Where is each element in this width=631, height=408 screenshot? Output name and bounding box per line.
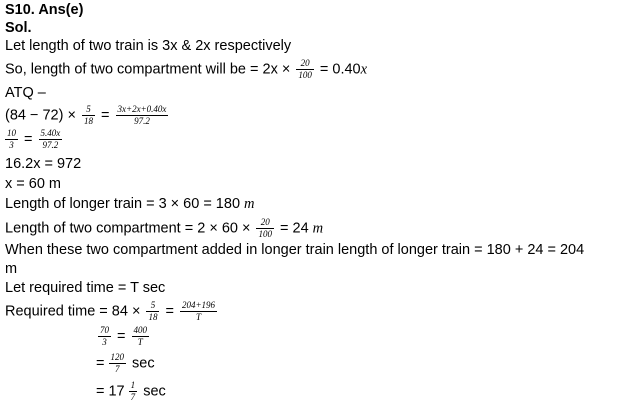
numerator: 5 (146, 300, 159, 312)
equals: = (101, 107, 110, 124)
fraction (180, 300, 217, 323)
fraction (129, 380, 138, 403)
denominator: 18 (148, 312, 158, 322)
unit: sec (143, 383, 166, 400)
line-let-length: Let length of two train is 3x & 2x respectively (5, 38, 292, 54)
line-let-time: Let required time = T sec (5, 280, 166, 296)
line-longer-train (5, 195, 255, 213)
line-two-compartment (5, 217, 323, 240)
atq-label: ATQ – (5, 85, 46, 101)
numerator: 20 (256, 217, 274, 229)
denominator: 3 (9, 140, 14, 150)
equals: = (165, 303, 174, 320)
line-required-time (5, 300, 219, 323)
fraction (98, 325, 111, 348)
denominator: T (137, 337, 143, 347)
numerator: 400 (133, 325, 148, 335)
denominator: 100 (298, 70, 312, 80)
denominator: 3 (102, 337, 107, 347)
text: (84 − 72) × (5, 107, 76, 124)
text: So, length of two compartment will be = 2x × (5, 61, 291, 78)
denominator: 97.2 (134, 116, 150, 126)
numerator: 70 (100, 325, 109, 335)
equation-2 (5, 128, 64, 151)
text: Length of longer train = 3 × 60 = 180 (5, 196, 241, 212)
fraction (256, 217, 274, 240)
text: Required time = 84 × (5, 303, 141, 320)
fraction (146, 300, 159, 323)
denominator: 18 (83, 116, 93, 126)
step-3 (96, 380, 166, 403)
fraction (132, 325, 150, 348)
numerator: 20 (296, 58, 314, 70)
fraction (5, 128, 18, 151)
line-compartment-length (5, 58, 367, 81)
equals: = (24, 131, 33, 148)
equals: = (96, 355, 105, 372)
unit: m (312, 220, 324, 237)
denominator: 100 (258, 229, 272, 239)
step-1 (98, 325, 151, 348)
numerator: 3x+2x+0.40x (117, 104, 167, 114)
step-2 (96, 352, 155, 375)
unit: m (244, 196, 255, 212)
fraction (82, 104, 95, 127)
numerator: 10 (7, 128, 16, 138)
text: = 24 (280, 220, 309, 237)
denominator: 7 (130, 392, 136, 402)
fraction (109, 352, 127, 375)
text: Length of two compartment = 2 × 60 × (5, 220, 251, 237)
text: = 0.40 (319, 61, 361, 78)
text: = 17 (96, 383, 125, 400)
line-added-unit: m (5, 261, 18, 277)
denominator: T (196, 312, 202, 322)
variable: x (360, 61, 368, 78)
line-x-value: x = 60 m (5, 176, 62, 192)
denominator: 97.2 (42, 140, 59, 150)
line-added: When these two compartment added in longer train length of longer train = 180 + 24 = 204 (5, 242, 585, 258)
solution-heading: S10. Ans(e) (5, 2, 84, 18)
equals: = (117, 328, 126, 345)
numerator: 204+196 (181, 300, 216, 310)
line-16-2x: 16.2x = 972 (5, 156, 82, 172)
sol-label: Sol. (5, 20, 32, 36)
denominator: 7 (115, 364, 120, 374)
fraction (39, 128, 63, 151)
equation-1 (5, 104, 170, 127)
fraction (296, 58, 314, 81)
numerator: 5 (82, 104, 95, 116)
unit: sec (132, 355, 155, 372)
numerator: 1 (130, 380, 136, 390)
numerator: 120 (110, 352, 124, 362)
numerator: 5.40x (40, 128, 61, 138)
fraction (116, 104, 169, 127)
